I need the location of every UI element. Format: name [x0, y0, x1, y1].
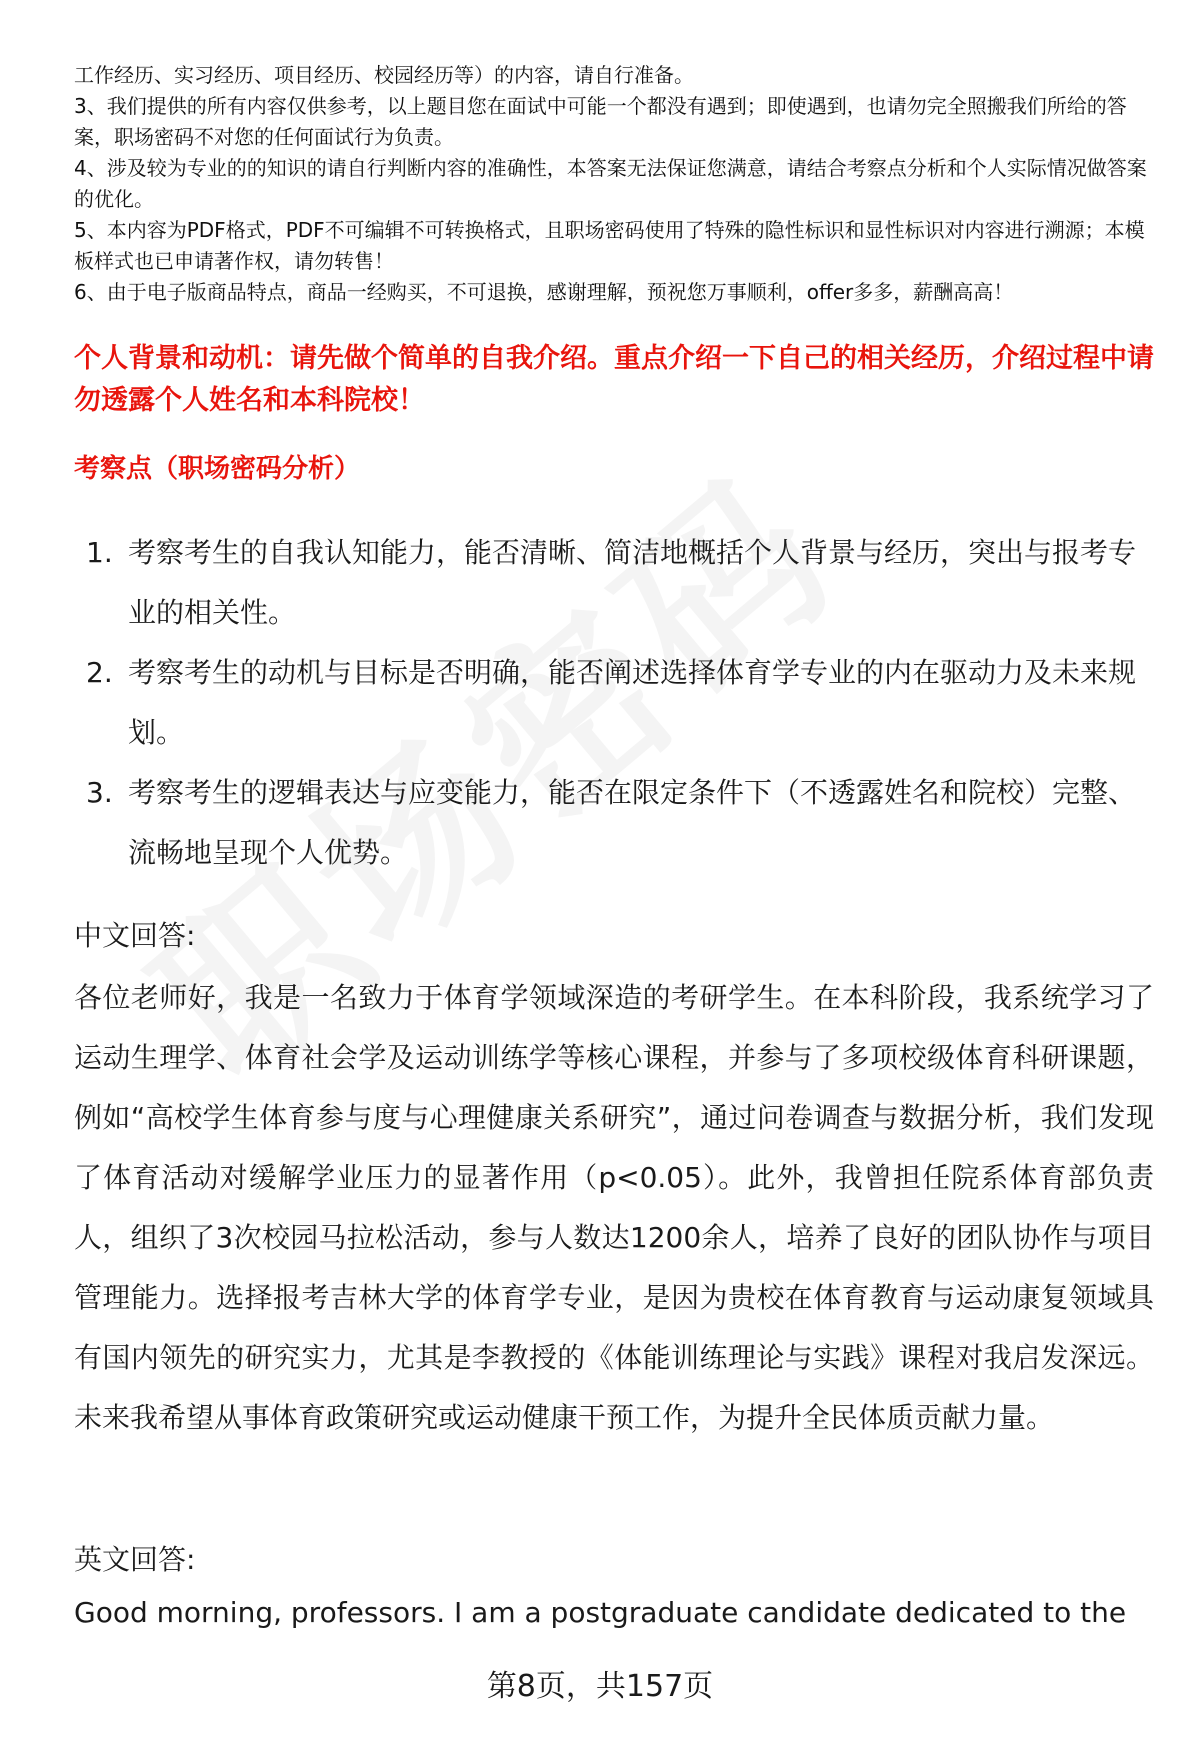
list-number: 1. — [86, 536, 113, 569]
list-item — [74, 643, 1154, 763]
list-number: 3. — [86, 776, 113, 809]
analysis-points — [74, 523, 1154, 883]
list-number: 2. — [86, 656, 113, 689]
note-item: 6、由于电子版商品特点，商品一经购买，不可退换，感谢理解，预祝您万事顺利，offer多多，薪酬高高！ — [74, 280, 1014, 304]
note-item: 3、我们提供的所有内容仅供参考，以上题目您在面试中可能一个都没有遇到；即使遇到，也请勿完全照搬我们所给的答案，职场密码不对您的任何面试行为负责。 — [74, 94, 1127, 149]
english-answer-label: 英文回答: — [74, 1543, 196, 1576]
list-item — [74, 523, 1154, 643]
note-item: 5、本内容为PDF格式，PDF不可编辑不可转换格式，且职场密码使用了特殊的隐性标识和显性标识对内容进行溯源；本模板样式也已申请著作权，请勿转售！ — [74, 218, 1145, 273]
note-item: 工作经历、实习经历、项目经历、校园经历等）的内容，请自行准备。 — [74, 63, 694, 87]
page-number-footer: 第8页，共157页 — [486, 1669, 714, 1704]
question-heading: 个人背景和动机：请先做个简单的自我介绍。重点介绍一下自己的相关经历，介绍过程中请勿透露个人姓名和本科院校！ — [74, 343, 1154, 416]
list-text: 考察考生的自我认知能力，能否清晰、简洁地概括个人背景与经历，突出与报考专业的相关性。 — [128, 536, 1137, 629]
list-text: 考察考生的动机与目标是否明确，能否阐述选择体育学专业的内在驱动力及未来规划。 — [128, 656, 1137, 749]
list-text: 考察考生的逻辑表达与应变能力，能否在限定条件下（不透露姓名和院校）完整、流畅地呈现个人优势。 — [128, 776, 1137, 869]
note-item: 4、涉及较为专业的的知识的请自行判断内容的准确性，本答案无法保证您满意，请结合考察点分析和个人实际情况做答案的优化。 — [74, 156, 1147, 211]
list-item — [74, 763, 1154, 883]
english-answer-text: Good morning, professors. I am a postgraduate candidate dedicated to the — [74, 1596, 1127, 1629]
chinese-answer-label: 中文回答: — [74, 919, 196, 952]
notes-block — [74, 60, 1154, 308]
analysis-heading: 考察点（职场密码分析） — [74, 454, 361, 484]
chinese-answer-text: 各位老师好，我是一名致力于体育学领域深造的考研学生。在本科阶段，我系统学习了运动生理学、体育社会学及运动训练学等核心课程，并参与了多项校级体育科研课题，例如“高校学生体育参与度与心理健康关系研究”，通过问卷调查与数据分析，我们发现了体育活动对缓解学业压力的显著作用（p<0.05）。此外，我曾担任院系体育部负责人，组织了3次校园马拉松活动，参与人数达1200余人，培养了良好的团队协作与项目管理能力。选择报考吉林大学的体育学专业，是因为贵校在体育教育与运动康复领域具有国内领先的研究实力，尤其是李教授的《体能训练理论与实践》课程对我启发深远。未来我希望从事体育政策研究或运动健康干预工作，为提升全民体质贡献力量。 — [74, 981, 1154, 1434]
